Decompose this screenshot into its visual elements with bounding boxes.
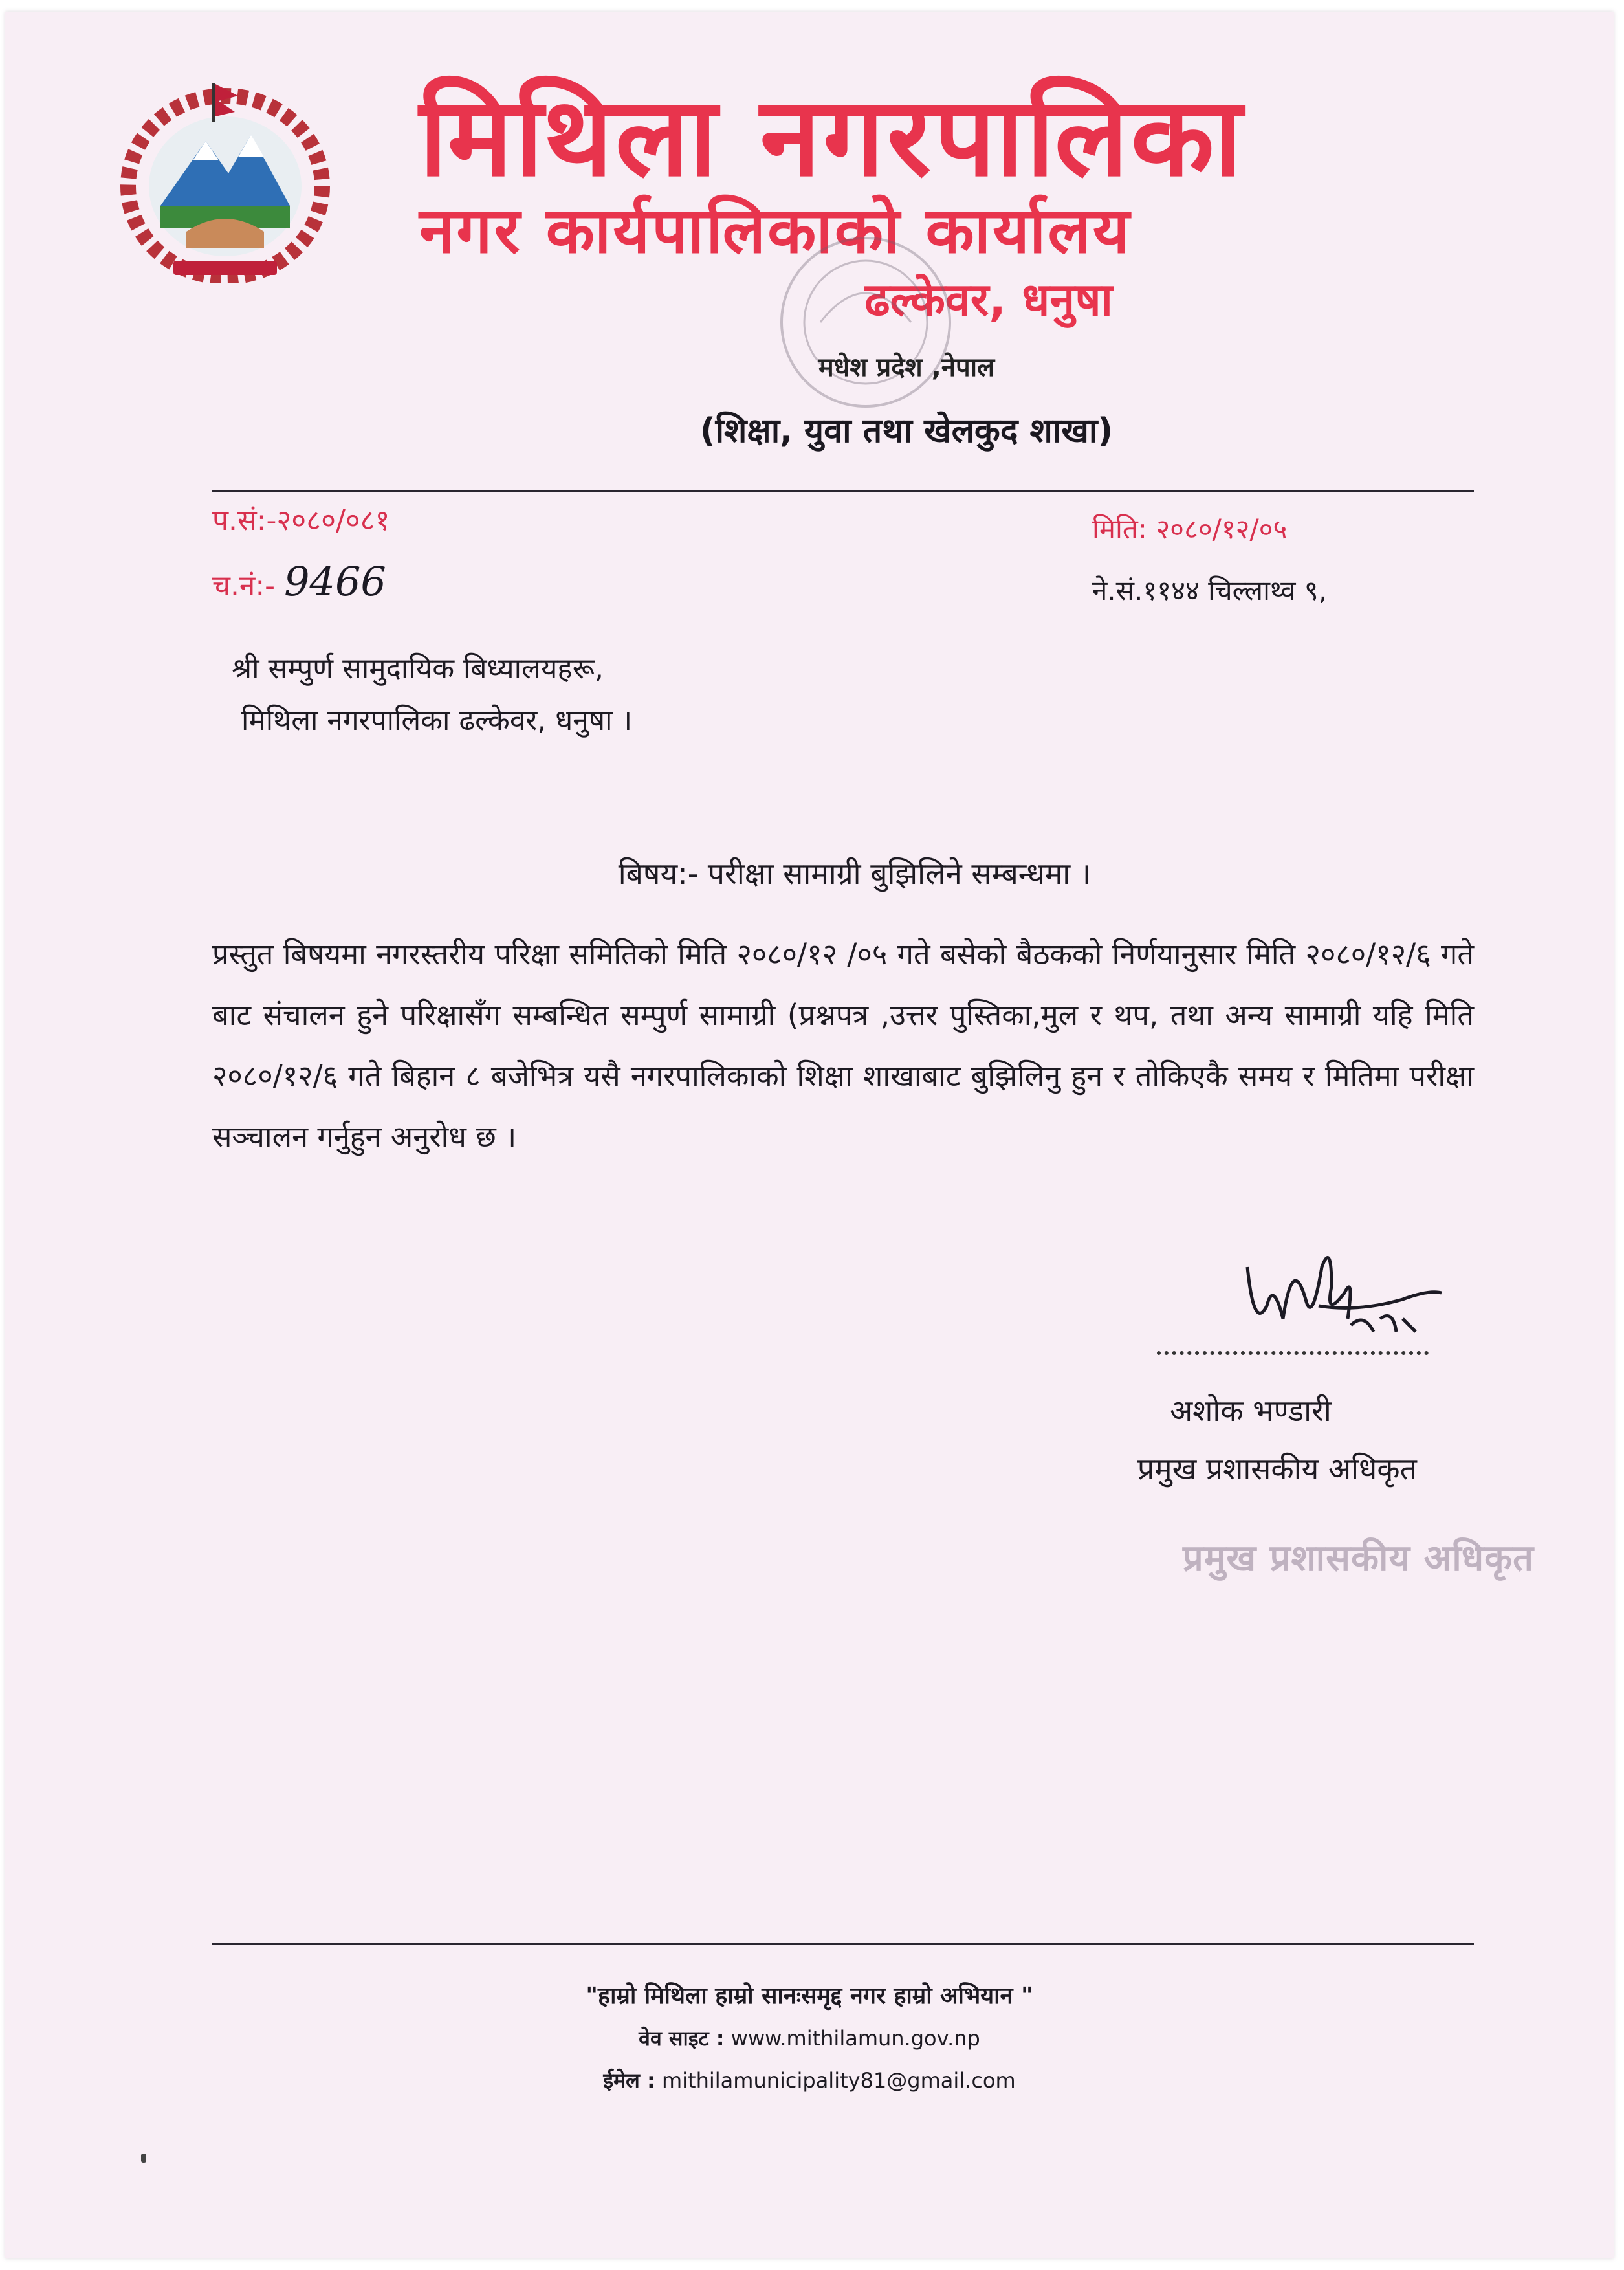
letter-number: प.सं:-२०८०/०८१ [212,504,390,537]
signature-line [1157,1351,1429,1355]
scan-speck [141,2154,146,2163]
handwritten-signature [1234,1228,1467,1345]
letter-page [5,12,1614,2258]
office-title: नगर कार्यपालिकाको कार्यालय [419,194,1132,268]
signatory-name: अशोक भण्डारी [1170,1393,1332,1428]
footer-motto: "हाम्रो मिथिला हाम्रो सानःसमृद्द नगर हाम्रो अभियान " [586,1983,1033,2009]
date-text: मिति: २०८०/१२/०५ [1092,513,1288,545]
signatory-title: प्रमुख प्रशासकीय अधिकृत [1137,1451,1417,1486]
website-label: वेव साइट : [639,2026,725,2051]
municipality-title: मिथिला नगरपालिका [419,74,1245,201]
province-text: मधेश प्रदेश ,नेपाल [818,353,995,382]
dispatch-number-row [212,558,386,605]
email-link[interactable]: mithilamunicipality81@gmail.com [661,2068,1016,2093]
footer-website [5,2024,1614,2052]
letter-body: प्रस्तुत बिषयमा नगरस्तरीय परिक्षा समितिको मिति २०८०/१२ /०५ गते बसेको बैठकको निर्णयानुसार मिति २०८०/१२/६ गते बाट संचालन हुने परिक्षासँग सम्बन्धित सम्पुर्ण सामाग्री (प्रश्नपत्र ,उत्तर पुस्तिका,मुल र थप, तथा अन्य सामाग्री यहि मिति २०८०/१२/६ गते बिहान ८ बजेभित्र यसै नगरपालिकाको शिक्षा शाखाबाट बुझिलिनु हुन र तोकिएकै समय र मितिमा परीक्षा सञ्चालन गर्नुहुन अनुरोध छ । [212,937,1474,1154]
email-label: ईमेल : [603,2068,655,2093]
dispatch-number: 9466 [284,558,386,605]
nepal-sambat-date: ने.सं.११४४ चिल्लाथ्व ९, [1092,575,1328,606]
website-link[interactable]: www.mithilamun.gov.np [730,2026,980,2051]
header-divider [212,490,1474,492]
office-seal-icon [723,225,1008,419]
location-text: ढल्केवर, धनुषा [864,273,1113,326]
dispatch-label: च.नं:- [212,569,276,602]
recipient-line-2: मिथिला नगरपालिका ढल्केवर, धनुषा । [241,704,633,737]
recipient-line-1: श्री सम्पुर्ण सामुदायिक बिध्यालयहरू, [232,652,604,685]
designation-stamp: प्रमुख प्रशासकीय अधिकृत [1183,1537,1535,1580]
nepal-emblem-icon [115,76,335,283]
footer-email [5,2066,1614,2094]
footer-divider [212,1943,1474,1945]
letter-date [1092,510,1287,547]
branch-title: (शिक्षा, युवा तथा खेलकुद शाखा) [699,412,1114,450]
subject-line: बिषय:- परीक्षा सामाग्री बुझिलिने सम्बन्धमा । [618,856,1092,891]
